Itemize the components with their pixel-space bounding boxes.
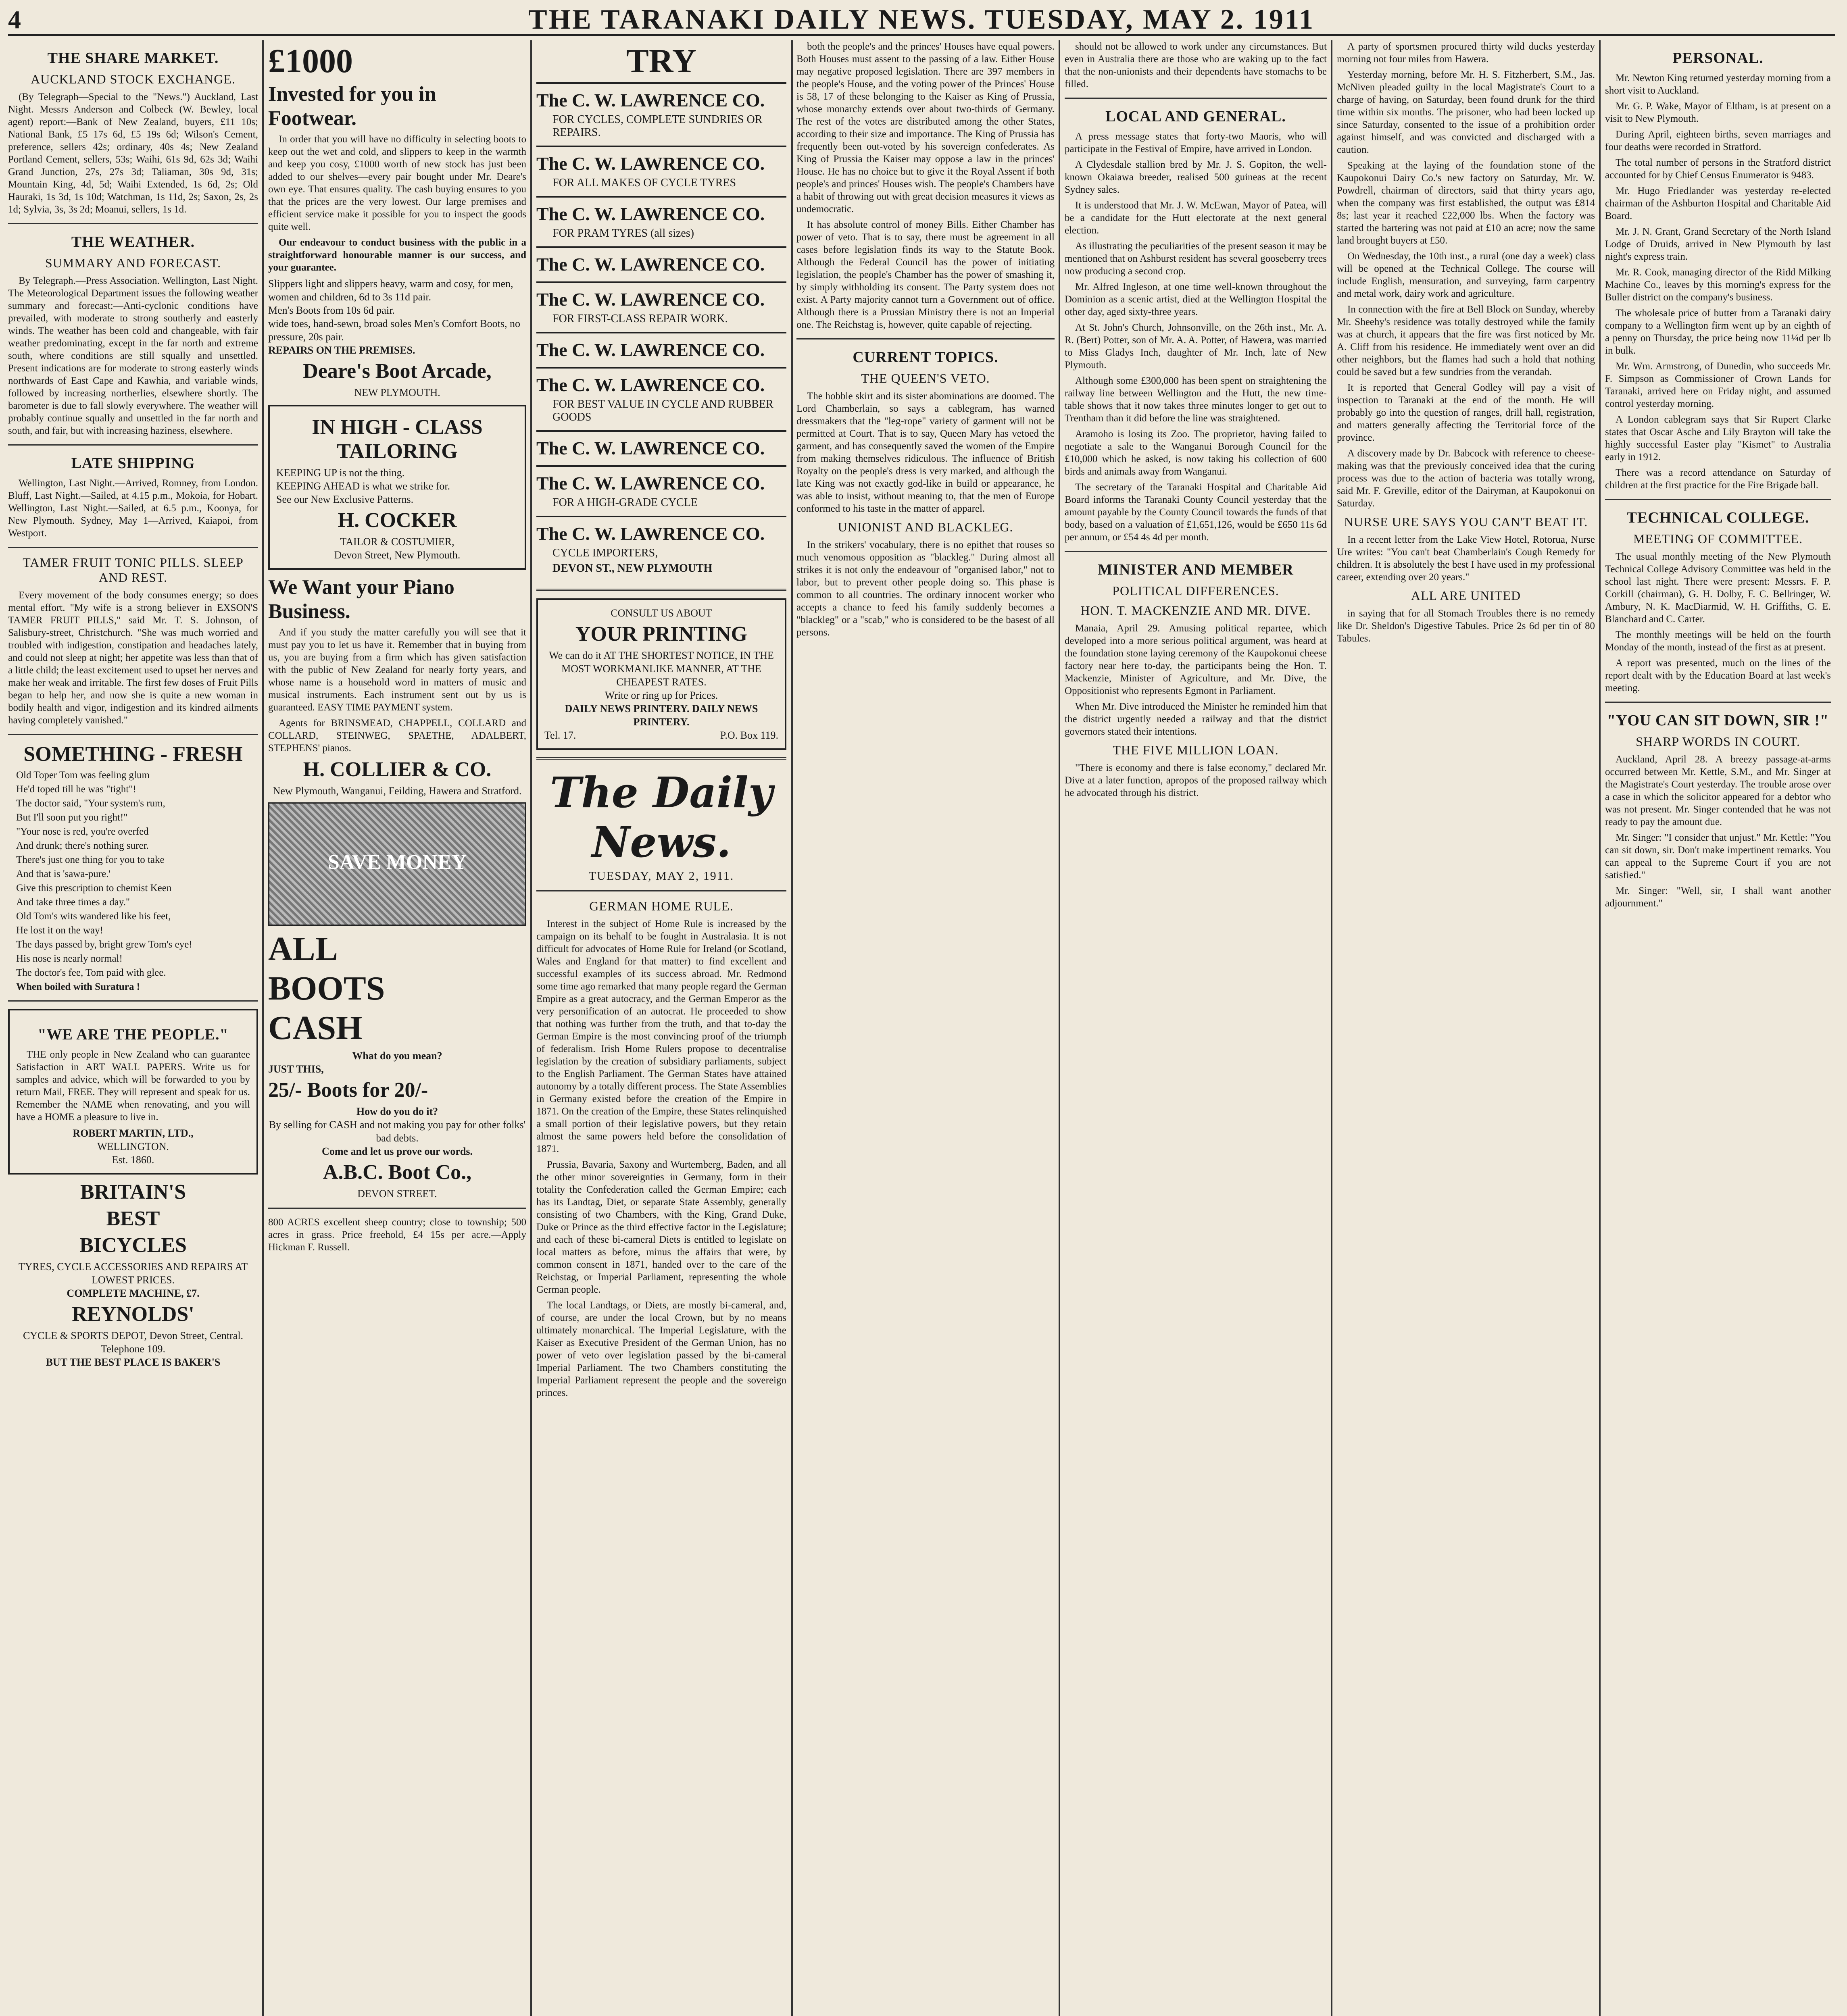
boots-addr: DEVON STREET. <box>357 1188 437 1200</box>
boots-text: By selling for CASH and not making you pay for other folks' bad debts. <box>269 1119 526 1144</box>
col6-p6: It is reported that General Godley will pay a visit of inspection to Taranaki at the end of the month. He will probably go into the question of ranges, drill hall, registration, and matters generally affecting the Territorial force of the province. <box>1337 382 1595 443</box>
lawrence-name: The C. W. LAWRENCE CO. <box>536 90 765 110</box>
editorial-p3: The local Landtags, or Diets, are mostly bi-cameral, and, of course, are under the local Crown, but by no means ultimately monarchical. The Imperial Legislature, with the Kaiser as Executive President of the German Union, has no power of veto over legislation passed by the bi-cameral Imperial Parliament. The two Chambers constituting the Imperial Parliament represent the people and the sovereign princes. <box>536 1300 786 1398</box>
footwear-place: NEW PLYMOUTH. <box>354 387 440 398</box>
lawrence-name: The C. W. LAWRENCE CO. <box>536 523 765 544</box>
col6-p7: A discovery made by Dr. Babcock with reference to cheese-making was that the previously conceived idea that the curing process was due to the action of bacteria was totally wrong, said Mr. F. Greville, editor of the Dairyman, at Kaupokonui on Saturday. <box>1337 448 1595 509</box>
all-united-heading: ALL ARE UNITED <box>1411 588 1521 603</box>
nurse-ure-heading: NURSE URE SAYS YOU CAN'T BEAT IT. <box>1344 514 1588 529</box>
tailoring-l3: See our New Exclusive Patterns. <box>276 494 414 505</box>
poem-line: The days passed by, bright grew Tom's eye! <box>16 939 192 950</box>
boots-all: ALL <box>268 930 338 968</box>
unionist-heading: UNIONIST AND BLACKLEG. <box>838 520 1013 534</box>
fresh-heading: SOMETHING - FRESH <box>23 743 243 766</box>
pills-ad <box>8 555 258 727</box>
pianos-ad <box>268 575 526 798</box>
queens-veto-heading: THE QUEEN'S VETO. <box>861 371 990 385</box>
masthead-title: THE TARANAKI DAILY NEWS. TUESDAY, MAY 2. 1911 <box>528 4 1315 35</box>
tailoring-ad <box>268 405 526 570</box>
poem-line: The doctor said, "Your system's rum, <box>16 798 165 809</box>
bicycles-firm: REYNOLDS' <box>72 1303 194 1326</box>
boots-q: What do you mean? <box>352 1050 442 1062</box>
col7-p16: Mr. Singer: "I consider that unjust." Mr. Kettle: "You can sit down, sir. Don't make impertinent remarks. You can appeal to the Supreme Court if you are not satisfied." <box>1605 832 1831 881</box>
lawrence-desc: FOR A HIGH-GRADE CYCLE <box>552 496 698 509</box>
poem-line: There's just one thing for you to take <box>16 854 165 865</box>
editorial-p1: Interest in the subject of Home Rule is increased by the campaign on its behalf to be fought in Australasia. It is not difficult for advocates of Home Rule for Ireland (or Scotland, Wales and England for that matter) to find excellent and successful examples of its success abroad. Mr. Redmond some time ago remarked that many people regard the German Empire as a great autocracy, and the German Emperor as the very personification of an autocrat. He proceeded to show that nothing was further from the truth, and that to-day the German Empire is the most convincing proof of the triumph of federalism. Irish Home Rulers propose to decentralise legislation by the creation of subsidiary parliaments, subject to the English Parliament. The German States have attained autonomy by a totally different process. The State Assemblies in Germany existed before the creation of the Empire in 1871. On the creation of the Empire, these States relinquished a small portion of their legislative powers, but they retain almost the same powers held before the consolidation of 1871. <box>536 918 786 1154</box>
poem-line: And that is 'sawa-pure.' <box>16 868 110 879</box>
col7-p10: A London cablegram says that Sir Rupert Clarke states that Oscar Asche and Lily Brayton will take the highly successful Easter play "Kismet" to Australia early in 1912. <box>1605 414 1831 462</box>
lawrence-desc: CYCLE IMPORTERS, <box>552 547 658 559</box>
editorial-date: TUESDAY, MAY 2, 1911. <box>588 869 734 883</box>
col5-p5: As illustrating the peculiarities of the present season it may be mentioned that on Ashburst resident has several gooseberry trees now producing a second crop. <box>1065 241 1327 277</box>
poem-line: When boiled with Suratura ! <box>16 981 140 992</box>
col7-p3: During April, eighteen births, seven marriages and four deaths were recorded in Stratford. <box>1605 129 1831 152</box>
printing-ad <box>536 598 786 750</box>
boots-prove: Come and let us prove our words. <box>322 1145 473 1157</box>
editorial-heading: GERMAN HOME RULE. <box>589 899 734 913</box>
lawrence-desc: FOR FIRST-CLASS REPAIR WORK. <box>552 312 728 325</box>
column-5 <box>1065 40 1327 2016</box>
printing-tel: Tel. 17. <box>544 729 576 741</box>
col5-p11: Manaia, April 29. Amusing political repartee, which developed into a more serious political argument, was heard at the foundation stone laying ceremony of the Kaupokonui cheese factory near here to-day, the participants being the Hon. T. Mackenzie, Minister of Agriculture, and Mr. Dive, the Oppositionist who represents Egmont in Parliament. <box>1065 623 1327 696</box>
tailoring-addr: Devon Street, New Plymouth. <box>334 549 461 561</box>
printing-l4: Write or ring up for Prices. <box>605 689 718 701</box>
lawrence-ad <box>536 82 786 581</box>
sharp-words-heading: SHARP WORDS IN COURT. <box>1636 734 1800 749</box>
col7-p4: The total number of persons in the Stratford district accounted for by Chief Census Enumerator is 9483. <box>1605 157 1831 181</box>
weather-section <box>8 233 258 437</box>
footwear-head2: Invested for you in Footwear. <box>268 83 436 130</box>
poem-line: But I'll soon put you right!" <box>16 812 128 823</box>
share-market-sub: AUCKLAND STOCK EXCHANGE. <box>31 72 236 86</box>
bicycles-addr: CYCLE & SPORTS DEPOT, Devon Street, Central. Telephone 109. <box>23 1330 244 1355</box>
share-market-heading: THE SHARE MARKET. <box>47 50 219 67</box>
poem-line: His nose is nearly normal! <box>16 953 123 964</box>
bicycles-ad <box>8 1180 258 1369</box>
printing-box: P.O. Box 119. <box>720 729 778 741</box>
poem-line: Old Tom's wits wandered like his feet, <box>16 911 171 922</box>
tailoring-name: H. COCKER <box>338 509 457 532</box>
lawrence-desc: FOR BEST VALUE IN CYCLE AND RUBBER GOODS <box>552 398 773 423</box>
col7-p6: Mr. J. N. Grant, Grand Secretary of the North Island Lodge of Druids, arrived in New Plymouth by last night's express train. <box>1605 226 1831 262</box>
personal-heading: PERSONAL. <box>1672 50 1764 67</box>
col5-p2: A press message states that forty-two Maoris, who will participate in the Festival of Empire, have arrived in London. <box>1065 131 1327 154</box>
pianos-addr: New Plymouth, Wanganui, Feilding, Hawera and Stratford. <box>273 785 522 797</box>
footwear-item3: wide toes, hand-sewn, broad soles Men's Comfort Boots, no pressure, 20s pair. <box>268 318 521 343</box>
col4-p3: The hobble skirt and its sister abominations are doomed. The Lord Chamberlain, so says a cablegram, has warned dressmakers that the "leg-rope" variety of garment will not be permitted at Court. That is to say, Queen Mary has vetoed the garment, and has consequently saved the women of the Empire from making themselves ridiculous. The influence of British Royalty on the people's dress is very marked, and although the late King was not exactly god-like in build or appearance, he was able to insist, without meaning to, that the men of Europe conformed to his taste in the matter of apparel. <box>796 391 1055 514</box>
shipping-text: Wellington, Last Night.—Arrived, Romney, from London. Bluff, Last Night.—Sailed, at 4.15 p.m., Mokoia, for Hobart. Wellington, Last Night.—Sailed, at 6.5 p.m., Koonya, for New Plymouth. Sydney, May 1—Arrived, Kaiapoi, from Westport. <box>8 478 258 539</box>
people-heading: "WE ARE THE PEOPLE." <box>38 1026 229 1043</box>
nameplate: The Daily News. <box>550 768 773 867</box>
footwear-bold: Our endeavour to conduct business with the public in a straightforward honourable manner is our success, and your guarantee. <box>268 237 526 273</box>
tailoring-trade: TAILOR & COSTUMIER, <box>340 536 454 548</box>
boots-price: 25/- Boots for 20/- <box>268 1079 428 1102</box>
col7-p8: The wholesale price of butter from a Taranaki dairy company to a Wellington firm went up by an eighth of a penny on Thursday, the price being now 11¼d per lb in bulk. <box>1605 308 1831 356</box>
poem-line: The doctor's fee, Tom paid with glee. <box>16 967 166 978</box>
col7-p12: The usual monthly meeting of the New Plymouth Technical College Advisory Committee was held in the school last night. There were present: Messrs. F. P. Corkill (chairman), G. H. Dolby, F. C. Bellringer, W. Ambury, N. K. MacDiarmid, W. H. Griffiths, G. E. Blanchard and C. Carter. <box>1605 551 1831 625</box>
poem-line: "Your nose is red, you're overfed <box>16 826 149 837</box>
col5-p9: Aramoho is losing its Zoo. The proprietor, having failed to negotiate a sale to the Wanganui Borough Council for the £10,000 which he asked, is now taking his collection of 600 birds and animals away from Wanganui. <box>1065 429 1327 477</box>
col7-p15: Auckland, April 28. A breezy passage-at-arms occurred between Mr. Kettle, S.M., and Mr. Singer at the Magistrate's Court yesterday. The trouble arose over a case in which the solicitor appeared for a debtor who was not present. Mr. Singer contended that he was not ready to pay the amount due. <box>1605 754 1831 827</box>
tailoring-head: IN HIGH - CLASS TAILORING <box>312 416 483 463</box>
footwear-ad <box>268 43 526 399</box>
fresh-poem <box>8 769 258 993</box>
col7-p13: The monthly meetings will be held on the fourth Monday of the month, instead of the first as at present. <box>1605 629 1831 653</box>
page-number: 4 <box>8 5 21 34</box>
lawrence-name: The C. W. LAWRENCE CO. <box>536 153 765 174</box>
people-ad <box>8 1009 258 1175</box>
lawrence-name: The C. W. LAWRENCE CO. <box>536 289 765 310</box>
col7-p17: Mr. Singer: "Well, sir, I shall want another adjournment." <box>1605 885 1831 909</box>
bicycles-line2: BEST <box>106 1207 160 1230</box>
boots-just: JUST THIS, <box>268 1063 324 1075</box>
bicycles-price: COMPLETE MACHINE, £7. <box>67 1287 200 1299</box>
col5-p6: Mr. Alfred Ingleson, at one time well-known throughout the Dominion as a scenic artist, died at the Wellington Hospital the other day, aged sixty-three years. <box>1065 281 1327 317</box>
footwear-item1: Slippers light and slippers heavy, warm and cosy, for men, women and children, 6d to 3s 11d pair. <box>268 278 513 303</box>
col5-p12: When Mr. Dive introduced the Minister he reminded him that the district urgently needed a railway and that the district governors stated their intentions. <box>1065 701 1327 737</box>
boots-how: How do you do it? <box>356 1106 438 1117</box>
col5-p1: should not be allowed to work under any circumstances. But even in Australia there are those who are waking up to the fact that the non-unionists and their dependents have stomachs to be filled. <box>1065 41 1327 90</box>
poem-line: And take three times a day." <box>16 897 130 908</box>
footwear-repairs: REPAIRS ON THE PREMISES. <box>268 344 415 356</box>
shipping-heading: LATE SHIPPING <box>71 455 195 472</box>
acres-ad: 800 ACRES excellent sheep country; close to township; 500 acres in grass. Price freehold, £4 15s per acre.—Apply Hickman F. Russell. <box>268 1217 526 1253</box>
printing-l2: YOUR PRINTING <box>575 623 748 646</box>
masthead <box>8 6 1835 36</box>
col6-p4: On Wednesday, the 10th inst., a rural (one day a week) class will be opened at the Technical College. The course will include English, mensuration, and surveying, farm carpentry and metal work, dairy work and agriculture. <box>1337 251 1595 299</box>
col5-p7: At St. John's Church, Johnsonville, on the 26th inst., Mr. A. R. (Bert) Potter, son of Mr. A. A. Potter, of Hawera, was married to Miss Gladys Inch, daughter of Mr. Inch, late of New Plymouth. <box>1065 322 1327 371</box>
editorial-p2: Prussia, Bavaria, Saxony and Wurtemberg, Baden, and all the other minor sovereignties in Germany, form in their totality the Confederation called the German Empire; each has its Landtag, Diet, or separate State Assembly, generally consisting of two Chambers, with the King, Grand Duke, Duke or Prince as the third effective factor in the Legislature; and each of these bi-cameral Diets is entitled to legislate on local matters as before, minus the affairs that were, by common consent in 1871, handed over to the care of the Reichstag, or Imperial Parliament, representing the whole German people. <box>536 1159 786 1295</box>
col7-p9: Mr. Wm. Armstrong, of Dunedin, who succeeds Mr. F. Simpson as Commissioner of Crown Lands for Taranaki, arrived here on Friday night, and assumed control yesterday morning. <box>1605 361 1831 409</box>
pills-text: Every movement of the body consumes energy; so does mental effort. "My wife is a strong believer in EXSON'S TAMER FRUIT PILLS," said Mr. T. S. Johnson, of Salisbury-street, Christchurch. "She was much worried and troubled with indigestion, constipation and headaches lately, and could not sleep at night; her appetite was less than that of a little child; the least excitement used to upset her nerves and make her weak and irritable. The first few doses of Fruit Pills began to help her, and now she is quite a new woman in bodily health and vigor, indigestion and its kindred ailments having completely vanished." <box>8 590 258 726</box>
col6-p2: Yesterday morning, before Mr. H. S. Fitzherbert, S.M., Jas. McNiven pleaded guilty in the local Magistrate's Court to a charge of having, on Saturday, been found drunk for the third time within six months. The prisoner, who had been locked up since Saturday, consented to the issue of a prohibition order against himself, and was convicted and discharged with a caution. <box>1337 69 1595 155</box>
boots-banner: SAVE MONEY <box>327 851 467 874</box>
share-market-section <box>8 49 258 216</box>
col4-p1: both the people's and the princes' Houses have equal powers. Both Houses must assent to the passing of a law. Either House may negative proposed legislation. There are 397 members in the people's House, and the voting power of the Princes' House is 58, 17 of these belonging to the Kaiser as King of Prussia, whose monarchy extends over about two-thirds of Germany. The rest of the votes are distributed among the other States, according to their size and importance. The King of Prussia has frequently been out-voted by his sovereign confederates. As King of Prussia the Kaiser may oppose a law in the princes' House. He has no choice but to give it the Royal Assent if both people's and princes' Houses wish. The people's Chambers have a habit of throwing out with great decision measures it views as undemocratic. <box>796 41 1055 215</box>
bicycles-line3: BICYCLES <box>79 1234 187 1257</box>
meeting-of-committee: MEETING OF COMMITTEE. <box>1633 531 1803 546</box>
weather-heading: THE WEATHER. <box>71 233 195 250</box>
people-est: Est. 1860. <box>112 1154 154 1166</box>
col7-p5: Mr. Hugo Friedlander was yesterday re-elected chairman of the Ashburton Hospital and Charitable Aid Board. <box>1605 185 1831 221</box>
people-text: THE only people in New Zealand who can guarantee Satisfaction in ART WALL PAPERS. Write us for samples and advice, which will be forwarded to you by return Mail, FREE. They will represent and speak for us. Remember the NAME when renovating, and you will have a HOME a pleasure to live in. <box>16 1049 250 1123</box>
footwear-name: Deare's Boot Arcade, <box>303 360 492 383</box>
poem-line: Old Toper Tom was feeling glum <box>16 770 150 781</box>
shipping-section <box>8 454 258 539</box>
col7-p1: Mr. Newton King returned yesterday morning from a short visit to Auckland. <box>1605 73 1831 96</box>
footwear-text: In order that you will have no difficulty in selecting boots to keep out the wet and cold, and slippers to keep in the warmth and keep you cosy, £1000 worth of new stock has just been added to our shelves—every pair bought under Mr. Deare's own eye. That ensures quality. The cash buying ensures to you that the prices are the very lowest. Our large premises and efficient service make it possible for you to inspect the goods quite well. <box>268 134 526 232</box>
minister-member-heading: MINISTER AND MEMBER <box>1098 561 1294 578</box>
printing-l5: DAILY NEWS PRINTERY. DAILY NEWS PRINTERY. <box>565 703 758 728</box>
technical-college-heading: TECHNICAL COLLEGE. <box>1626 509 1809 526</box>
col5-p10: The secretary of the Taranaki Hospital and Charitable Aid Board informs the Taranaki County Council yesterday that the amount payable by the County Council towards the funds of that body, based on a valuation of £1,651,126, would be £650 11s 6d per annum, or £54 4s 4d per month. <box>1065 482 1327 543</box>
local-general-heading: LOCAL AND GENERAL. <box>1105 108 1286 125</box>
col7-p7: Mr. R. Cook, managing director of the Ridd Milking Machine Co., leaves by this morning's express for the Buller district on the company's business. <box>1605 267 1831 303</box>
column-2 <box>268 40 526 2016</box>
column-4 <box>796 40 1055 2016</box>
col4-p4: In the strikers' vocabulary, there is no epithet that rouses so much venomous opposition as "blackleg." During almost all strikes it is not only the endeavour of "organised labor," not to labor, but to prevent other people doing so. This phase is common to all countries. The ordinary innocent worker who accepts a chance to feed his family suddenly becomes a "blackleg" or a "scab," who is considered to be the basest of all persons. <box>796 539 1055 638</box>
poem-line: He lost it on the way! <box>16 925 103 936</box>
weather-sub: SUMMARY AND FORECAST. <box>45 256 221 270</box>
sit-down-heading: "YOU CAN SIT DOWN, SIR !" <box>1607 712 1829 729</box>
try-heading: TRY <box>626 42 697 80</box>
bicycles-line1: BRITAIN'S <box>80 1181 186 1204</box>
col7-p11: There was a record attendance on Saturday of children at the first practice for the Fire Brigade ball. <box>1605 467 1831 491</box>
col6-p8: In a recent letter from the Lake View Hotel, Rotorua, Nurse Ure writes: "You can't beat Chamberlain's Cough Remedy for children. It is absolutely the best I have used in my professional career, extending over 20 years." <box>1337 534 1595 583</box>
people-place: WELLINGTON. <box>97 1141 169 1152</box>
column-1 <box>8 40 258 2016</box>
current-topics-heading: CURRENT TOPICS. <box>853 349 999 366</box>
lawrence-name: The C. W. LAWRENCE CO. <box>536 375 765 395</box>
footwear-head1: £1000 <box>268 42 353 80</box>
bicycles-foot: BUT THE BEST PLACE IS BAKER'S <box>46 1356 221 1368</box>
tailoring-l1: KEEPING UP is not the thing. <box>276 467 405 479</box>
lawrence-name: The C. W. LAWRENCE CO. <box>536 204 765 224</box>
footwear-item2: Men's Boots from 10s 6d pair. <box>268 304 395 316</box>
lawrence-desc: FOR CYCLES, COMPLETE SUNDRIES OR REPAIRS. <box>552 113 763 139</box>
col6-p3: Speaking at the laying of the foundation stone of the Kaupokonui Dairy Co.'s new factory on Saturday, Mr. W. Powdrell, chairman of directors, said that thirty years ago, when the company was first established, the output was £814 8s; last year it reached £22,000 lbs. When the factory was started the bartering was not paid at £10 an acre; now the same land brought buyers at £50. <box>1337 160 1595 246</box>
lawrence-desc: FOR PRAM TYRES (all sizes) <box>552 227 694 240</box>
fresh-ad <box>8 742 258 993</box>
boots-cash: CASH <box>268 1009 363 1047</box>
printing-l1: CONSULT US ABOUT <box>611 607 712 619</box>
pianos-head: We Want your Piano Business. <box>268 576 454 623</box>
col6-p1: A party of sportsmen procured thirty wild ducks yesterday morning not four miles from Hawera. <box>1337 41 1595 65</box>
col5-p3: A Clydesdale stallion bred by Mr. J. S. Gopiton, the well-known Okaiawa breeder, realised 500 guineas at the recent Sydney sales. <box>1065 159 1327 195</box>
boots-ad <box>268 802 526 1254</box>
share-market-text: (By Telegraph—Special to the "News.") Auckland, Last Night. Messrs Anderson and Colbeck (W. Bewley, local agent) report:—Bank of New Zealand, buyers, £11 10s; National Bank, £5 17s 6d, £5 19s 6d; Wilson's Cement, preference, sellers 42s; ordinary, 40s 4s; New Zealand Portland Cement, sellers, 53s; Waihi, 61s 9d, 62s 3d; Waihi Grand Junction, 27s, 27s 3d; Taliaman, 30s 9d, 31s; Mountain King, 4d, 5d; Waihi Extended, 1s 6d, 2s; Old Hauraki, 1s 3d, 1s 10d; Watchman, 1s 11d, 2s; Saxon, 2s, 2s 1d; Sylvia, 3s, 3s 2d; Moanui, sellers, 1s 1d. <box>8 92 258 215</box>
col5-p13: "There is economy and there is false economy," declared Mr. Dive at a later function, apropos of the proposed railway which he advocated through his district. <box>1065 762 1327 798</box>
boots-firm: A.B.C. Boot Co., <box>323 1161 472 1184</box>
mackenzie-dive: HON. T. MACKENZIE AND MR. DIVE. <box>1080 603 1311 618</box>
lawrence-addr: DEVON ST., NEW PLYMOUTH <box>552 562 713 575</box>
people-firm: ROBERT MARTIN, LTD., <box>73 1127 194 1139</box>
tailoring-l2: KEEPING AHEAD is what we strike for. <box>276 480 450 492</box>
col6-p9: in saying that for all Stomach Troubles there is no remedy like Dr. Sheldon's Digestive Tabules. Price 2s 6d per tin of 80 Tabules. <box>1337 608 1595 644</box>
lawrence-name: The C. W. LAWRENCE CO. <box>536 254 765 275</box>
lawrence-name: The C. W. LAWRENCE CO. <box>536 473 765 494</box>
pianos-agents: Agents for BRINSMEAD, CHAPPELL, COLLARD and COLLARD, STEINWEG, SPAETHE, ADALBERT, STEPHENS' pianos. <box>268 718 526 754</box>
poem-line: Give this prescription to chemist Keen <box>16 883 172 893</box>
political-differences: POLITICAL DIFFERENCES. <box>1112 583 1279 598</box>
lawrence-name: The C. W. LAWRENCE CO. <box>536 339 765 360</box>
column-7 <box>1605 40 1831 2016</box>
col7-p2: Mr. G. P. Wake, Mayor of Eltham, is at present on a visit to New Plymouth. <box>1605 101 1831 124</box>
five-million-loan: THE FIVE MILLION LOAN. <box>1113 743 1279 757</box>
bicycles-text: TYRES, CYCLE ACCESSORIES AND REPAIRS AT LOWEST PRICES. <box>18 1261 248 1286</box>
pianos-text: And if you study the matter carefully you will see that it must pay you to let us have it. Remember that in buying from us, you are buying from a firm which has given satisfaction with the public of New Zealand for nearly forty years, and whose name is a household word in matters of music and musical instruments. Each instrument sent out by us is guaranteed. EASY TIME PAYMENT system. <box>268 627 526 713</box>
printing-l3: We can do it AT THE SHORTEST NOTICE, IN THE MOST WORKMANLIKE MANNER, AT THE CHEAPEST RATES. <box>549 650 774 688</box>
poem-line: And drunk; there's nothing surer. <box>16 840 149 851</box>
lawrence-desc: FOR ALL MAKES OF CYCLE TYRES <box>552 177 736 189</box>
poem-line: He'd toped till he was "tight"! <box>16 784 136 795</box>
col7-p14: A report was presented, much on the lines of the report dealt with by the Education Board at last week's meeting. <box>1605 658 1831 694</box>
column-6 <box>1337 40 1595 2016</box>
lawrence-name: The C. W. LAWRENCE CO. <box>536 438 765 458</box>
column-3 <box>536 40 786 2016</box>
col5-p8: Although some £300,000 has been spent on straightening the railway line between Wellington and the Hutt, the new time-table shows that it now takes three minutes longer to get out to Trentham than it did before the line was straightened. <box>1065 375 1327 424</box>
col6-p5: In connection with the fire at Bell Block on Sunday, whereby Mr. Sheehy's residence was totally destroyed while the family was at church, it appears that the fire was first noticed by Mr. A. Cliff from his residence. He immediately went over an did other neighbors, but the flames had such a hold that nothing could be saved but a few sundries from the verandah. <box>1337 304 1595 377</box>
pianos-firm: H. COLLIER & CO. <box>303 758 492 781</box>
col4-p2: It has absolute control of money Bills. Either Chamber has power of veto. That is to say, there must be agreement in all cases before legislation finds its way to the Statute Book. Although the Federal Council has the power of initiating legislation, the people's Chamber has the power of smashing it, by simply withholding its consent. The Party system does not exist. A Party majority cannot turn a Government out of office. Although there is a Prussian Ministry there is not an Imperial one. The Reichstag is, however, quite capable of rejecting. <box>796 219 1055 330</box>
save-money-illustration <box>268 802 526 926</box>
pills-heading: TAMER FRUIT TONIC PILLS. SLEEP AND REST. <box>23 555 244 585</box>
col5-p4: It is understood that Mr. J. W. McEwan, Mayor of Patea, will be a candidate for the Hutt electorate at the next general election. <box>1065 200 1327 236</box>
boots-boots: BOOTS <box>268 970 385 1007</box>
weather-text: By Telegraph.—Press Association. Wellington, Last Night. The Meteorological Department issues the following weather summary and forecast:—Anti-cyclonic conditions have prevailed, with moderate to strong southerly and easterly winds. The weather has been cold and changeable, with fair weather predominating, except in the far north and extreme south, where conditions are still squally and unsettled. Present indications are for moderate to strong easterly winds northwards of East Cape and Kawhia, and variable winds, followed by increasing northerlies, elsewhere shortly. The barometer is due to fall slowly everywhere. The weather will probably continue squally and unsettled in the far north and south, and fair, but with increasing haziness, elsewhere. <box>8 275 258 436</box>
